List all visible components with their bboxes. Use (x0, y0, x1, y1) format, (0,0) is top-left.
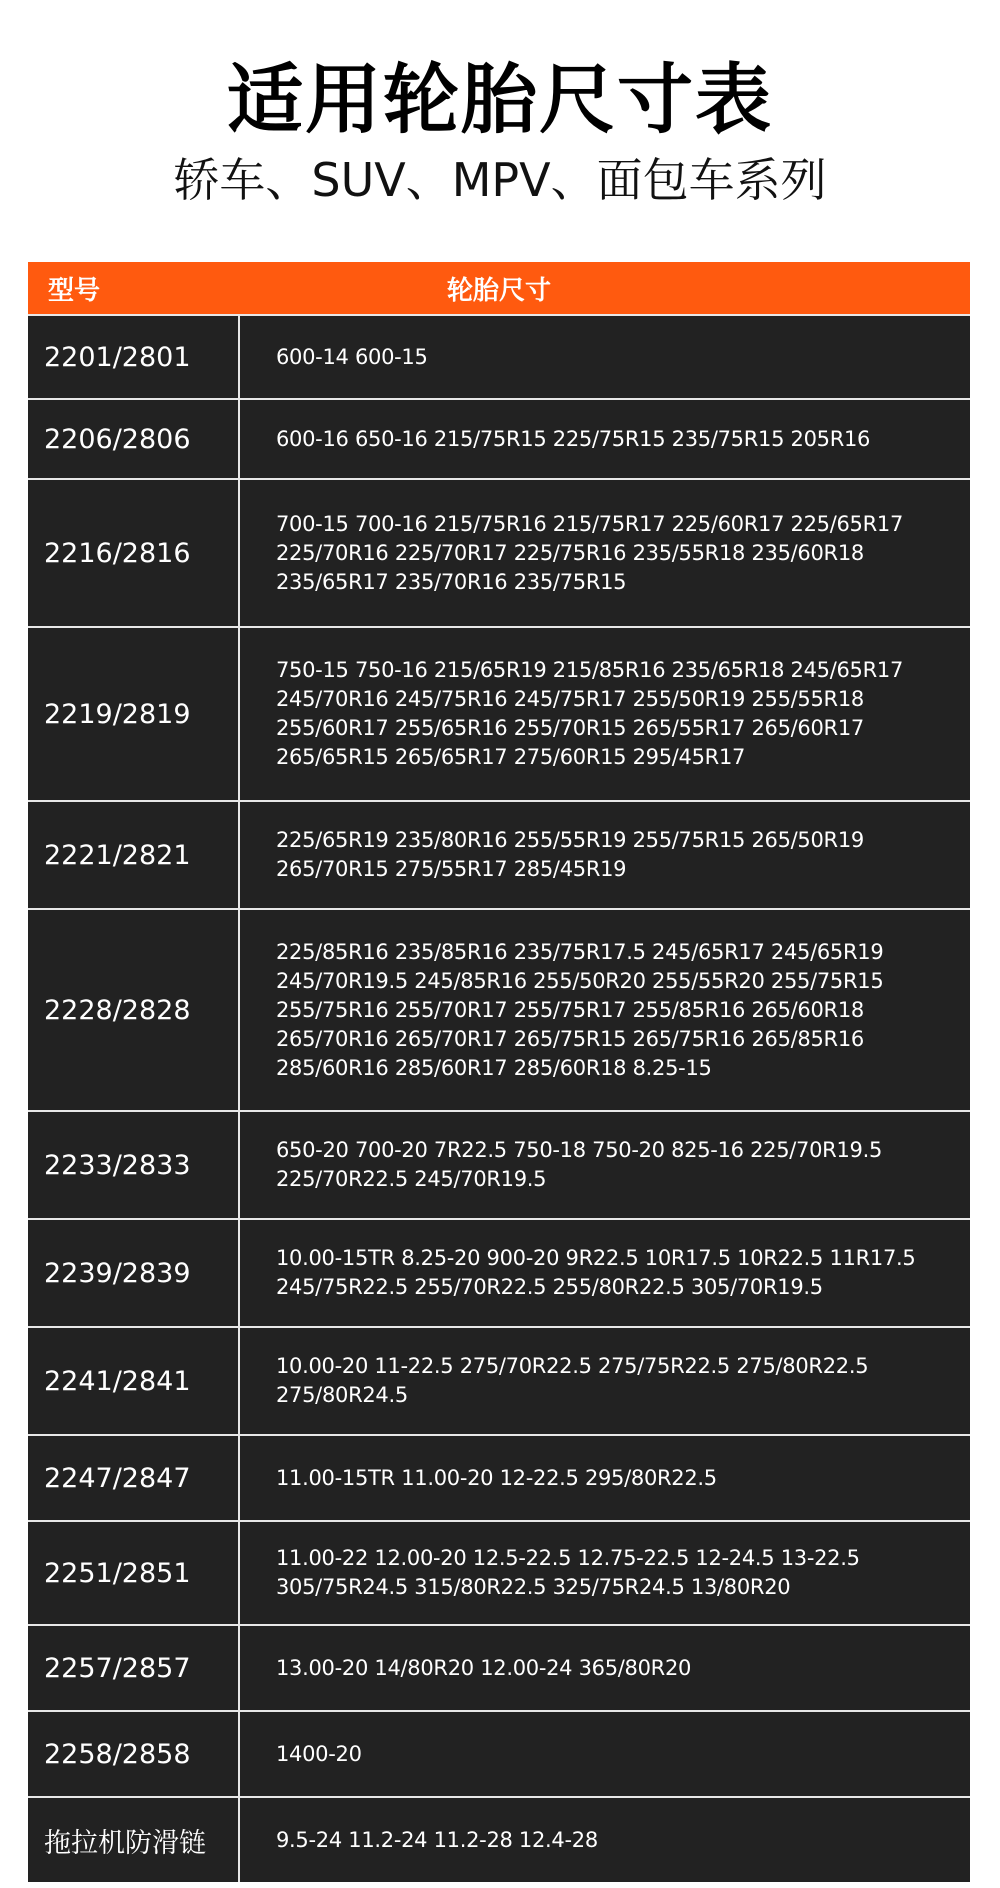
tire-size-lines (276, 1740, 362, 1769)
model-cell: 2258/2858 (28, 1712, 240, 1796)
table-body (28, 314, 970, 1882)
table-row (28, 1796, 970, 1882)
page-subtitle: 轿车、SUV、MPV、面包车系列 (173, 153, 827, 207)
tire-sizes-cell (240, 910, 970, 1110)
tire-size-lines (276, 826, 864, 884)
tire-size-line: 225/70R22.5 245/70R19.5 (276, 1167, 547, 1191)
model-cell: 2247/2847 (28, 1436, 240, 1520)
table-row (28, 626, 970, 800)
table-row (28, 1520, 970, 1624)
model-cell: 2239/2839 (28, 1220, 240, 1326)
tire-sizes-cell (240, 1522, 970, 1624)
model-cell: 2221/2821 (28, 802, 240, 908)
tire-sizes-cell (240, 480, 970, 626)
model-cell: 2201/2801 (28, 316, 240, 398)
tire-size-lines (276, 1136, 882, 1194)
model-cell: 2219/2819 (28, 628, 240, 800)
tire-size-line: 650-20 700-20 7R22.5 750-18 750-20 825-16 225/70R19.5 (276, 1138, 883, 1162)
tire-size-lines (276, 425, 870, 454)
table-row (28, 478, 970, 626)
model-cell: 2206/2806 (28, 400, 240, 478)
tire-size-line: 285/60R16 285/60R17 285/60R18 8.25-15 (276, 1055, 712, 1080)
tire-sizes-cell (240, 1328, 970, 1434)
tire-size-lines (276, 1464, 717, 1493)
tire-size-line: 1400-20 (276, 1741, 362, 1766)
tire-size-line: 600-14 600-15 (276, 344, 428, 369)
tire-size-line: 265/65R15 265/65R17 275/60R15 295/45R17 (276, 745, 746, 769)
tire-size-lines (276, 343, 428, 372)
tire-sizes-cell (240, 400, 970, 478)
tire-size-line: 265/70R16 265/70R17 265/75R15 265/75R16 265/85R16 (276, 1026, 864, 1051)
tire-sizes-cell (240, 802, 970, 908)
table-row (28, 1710, 970, 1796)
tire-size-line: 245/75R22.5 255/70R22.5 255/80R22.5 305/70R19.5 (276, 1275, 823, 1299)
tire-size-line: 9.5-24 11.2-24 11.2-28 12.4-28 (276, 1827, 598, 1852)
model-cell: 2233/2833 (28, 1112, 240, 1218)
table-row (28, 398, 970, 478)
tire-size-lines (276, 656, 903, 772)
tire-size-lines (276, 1352, 868, 1410)
tire-size-line: 13.00-20 14/80R20 12.00-24 365/80R20 (276, 1655, 692, 1680)
table-row (28, 1624, 970, 1710)
page-header (0, 0, 1000, 262)
model-cell: 2228/2828 (28, 910, 240, 1110)
tire-sizes-cell (240, 1436, 970, 1520)
tire-size-line: 225/70R16 225/70R17 225/75R16 235/55R18 235/60R18 (276, 540, 864, 565)
tire-size-line: 245/70R19.5 245/85R16 255/50R20 255/55R20 255/75R15 (276, 968, 884, 993)
tire-size-lines (276, 510, 903, 597)
tire-sizes-cell (240, 1112, 970, 1218)
tire-size-table (28, 262, 970, 1859)
tire-sizes-cell (240, 628, 970, 800)
table-row (28, 1218, 970, 1326)
table-row (28, 908, 970, 1110)
tire-size-line: 255/60R17 255/65R16 255/70R15 265/55R17 265/60R17 (276, 716, 864, 740)
model-cell: 2251/2851 (28, 1522, 240, 1624)
tire-size-line: 225/85R16 235/85R16 235/75R17.5 245/65R17 245/65R19 (276, 939, 884, 964)
tire-sizes-cell (240, 1626, 970, 1710)
tire-size-line: 255/75R16 255/70R17 255/75R17 255/85R16 265/60R18 (276, 997, 864, 1022)
tire-size-line: 11.00-22 12.00-20 12.5-22.5 12.75-22.5 12-24.5 13-22.5 (276, 1546, 860, 1570)
tire-size-line: 275/80R24.5 (276, 1383, 408, 1407)
tire-sizes-cell (240, 1798, 970, 1882)
tire-size-lines (276, 1544, 860, 1602)
tire-size-line: 225/65R19 235/80R16 255/55R19 255/75R15 265/50R19 (276, 828, 864, 852)
table-row (28, 314, 970, 398)
page-title: 适用轮胎尺寸表 (227, 55, 773, 144)
tire-sizes-cell (240, 316, 970, 398)
model-cell: 2241/2841 (28, 1328, 240, 1434)
tire-size-line: 10.00-15TR 8.25-20 900-20 9R22.5 10R17.5 10R22.5 11R17.5 (276, 1246, 916, 1270)
tire-size-line: 245/70R16 245/75R16 245/75R17 255/50R19 255/55R18 (276, 687, 864, 711)
tire-sizes-cell (240, 1220, 970, 1326)
tire-size-line: 11.00-15TR 11.00-20 12-22.5 295/80R22.5 (276, 1465, 717, 1490)
table-row (28, 800, 970, 908)
table-row (28, 1326, 970, 1434)
model-cell: 2216/2816 (28, 480, 240, 626)
tire-size-line: 305/75R24.5 315/80R22.5 325/75R24.5 13/80R20 (276, 1575, 791, 1599)
tire-size-line: 600-16 650-16 215/75R15 225/75R15 235/75R15 205R16 (276, 426, 871, 451)
tire-size-lines (276, 1244, 915, 1302)
tire-size-line: 265/70R15 275/55R17 285/45R19 (276, 857, 627, 881)
tire-size-line: 235/65R17 235/70R16 235/75R15 (276, 569, 627, 594)
tire-sizes-cell (240, 1712, 970, 1796)
column-header-model: 型号 (48, 275, 101, 306)
tire-size-lines (276, 938, 883, 1083)
model-cell: 2257/2857 (28, 1626, 240, 1710)
tire-size-lines (276, 1654, 691, 1683)
model-cell: 拖拉机防滑链 (28, 1798, 240, 1882)
table-row (28, 1110, 970, 1218)
column-header-tire-size: 轮胎尺寸 (446, 275, 551, 306)
tire-size-line: 750-15 750-16 215/65R19 215/85R16 235/65R18 245/65R17 (276, 658, 904, 682)
tire-size-lines (276, 1826, 598, 1855)
tire-size-line: 700-15 700-16 215/75R16 215/75R17 225/60R17 225/65R17 (276, 511, 904, 536)
table-header (28, 262, 970, 314)
table-row (28, 1434, 970, 1520)
tire-size-line: 10.00-20 11-22.5 275/70R22.5 275/75R22.5 275/80R22.5 (276, 1354, 869, 1378)
